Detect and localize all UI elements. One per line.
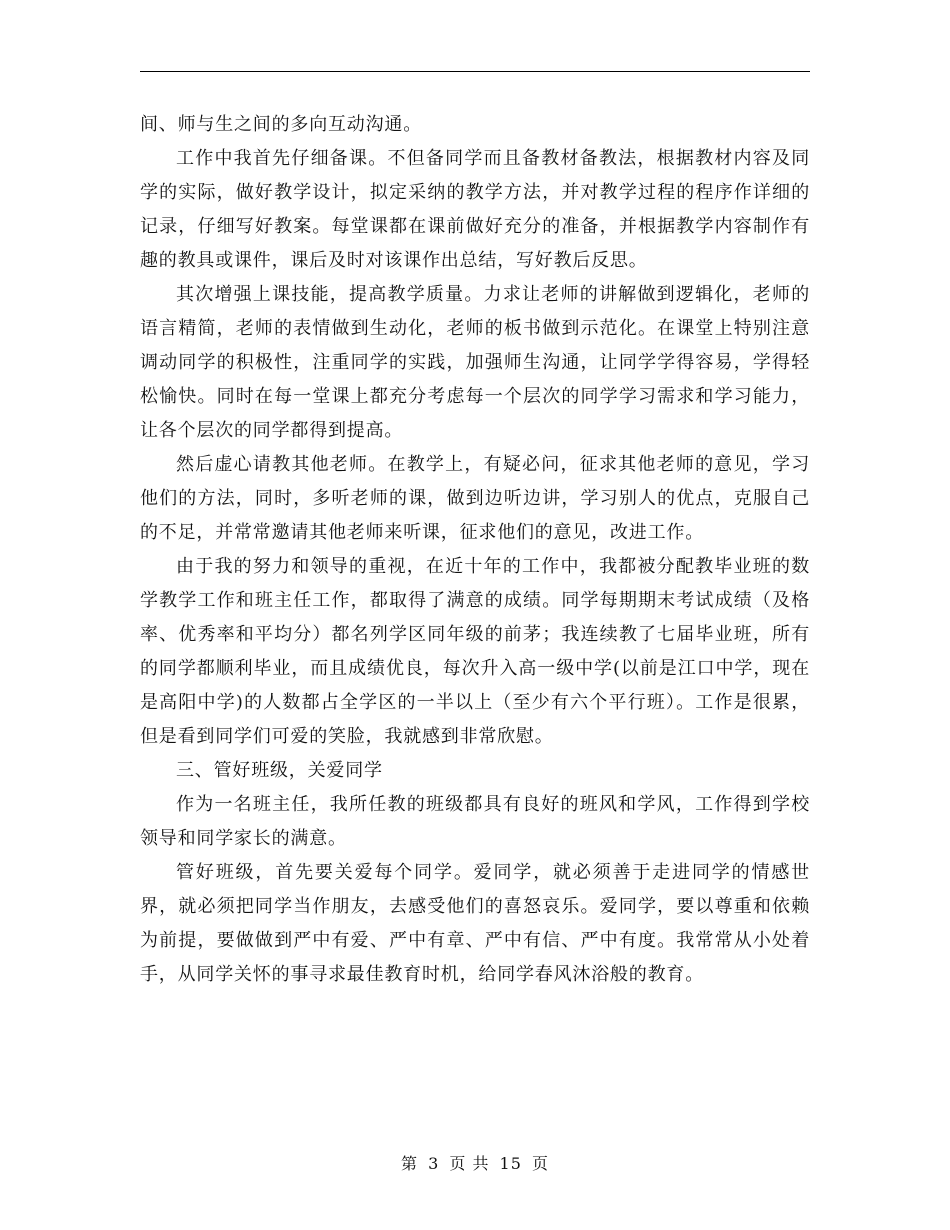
section-heading: 三、管好班级，关爱同学 [176,760,383,781]
paragraph-5: 由于我的努力和领导的重视，在近十年的工作中，我都被分配教毕业班的数学教学工作和班主任工作，都取得了满意的成绩。同学每期期末考试成绩（及格率、优秀率和平均分）都名列学区同年级的前茅；我连续教了七届毕业班，所有的同学都顺利毕业，而且成绩优良，每次升入高一级中学(以前是江口中学，现在是高阳中学)的人数都占全学区的一半以上（至少有六个平行班）。工作是很累，但是看到同学们可爱的笑脸，我就感到非常欣慰。 [140,556,810,747]
page-footer [0,1153,950,1175]
total-page-count: 15 [499,1154,522,1173]
paragraph-4: 然后虚心请教其他老师。在教学上，有疑必问，征求其他老师的意见，学习他们的方法，同时，多听老师的课，做到边听边讲，学习别人的优点，克服自己的不足，并常常邀请其他老师来听课，征求他们的意见，改进工作。 [140,454,810,543]
header-rule [140,71,810,72]
paragraph-6: 作为一名班主任，我所任教的班级都具有良好的班风和学风，工作得到学校领导和同学家长的满意。 [140,794,810,849]
document-body [140,108,810,992]
current-page-number: 3 [428,1154,440,1173]
paragraph-7: 管好班级，首先要关爱每个同学。爱同学，就必须善于走进同学的情感世界，就必须把同学当作朋友，去感受他们的喜怒哀乐。爱同学，要以尊重和依赖为前提，要做做到严中有爱、严中有章、严中有信、严中有度。我常常从小处着手，从同学关怀的事寻求最佳教育时机，给同学春风沐浴般的教育。 [140,862,810,985]
footer-suffix: 页 [532,1154,550,1173]
paragraph-3: 其次增强上课技能，提高教学质量。力求让老师的讲解做到逻辑化，老师的语言精简，老师的表情做到生动化，老师的板书做到示范化。在课堂上特别注意调动同学的积极性，注重同学的实践，加强师生沟通，让同学学得容易，学得轻松愉快。同时在每一堂课上都充分考虑每一个层次的同学学习需求和学习能力，让各个层次的同学都得到提高。 [140,284,810,441]
paragraph-1: 间、师与生之间的多向互动沟通。 [140,114,422,135]
footer-middle: 页 共 [449,1154,490,1173]
paragraph-2: 工作中我首先仔细备课。不但备同学而且备教材备教法，根据教材内容及同学的实际，做好教学设计，拟定采纳的教学方法，并对教学过程的程序作详细的记录，仔细写好教案。每堂课都在课前做好充分的准备，并根据教学内容制作有趣的教具或课件，课后及时对该课作出总结，写好教后反思。 [140,148,810,271]
footer-prefix: 第 [400,1154,418,1173]
